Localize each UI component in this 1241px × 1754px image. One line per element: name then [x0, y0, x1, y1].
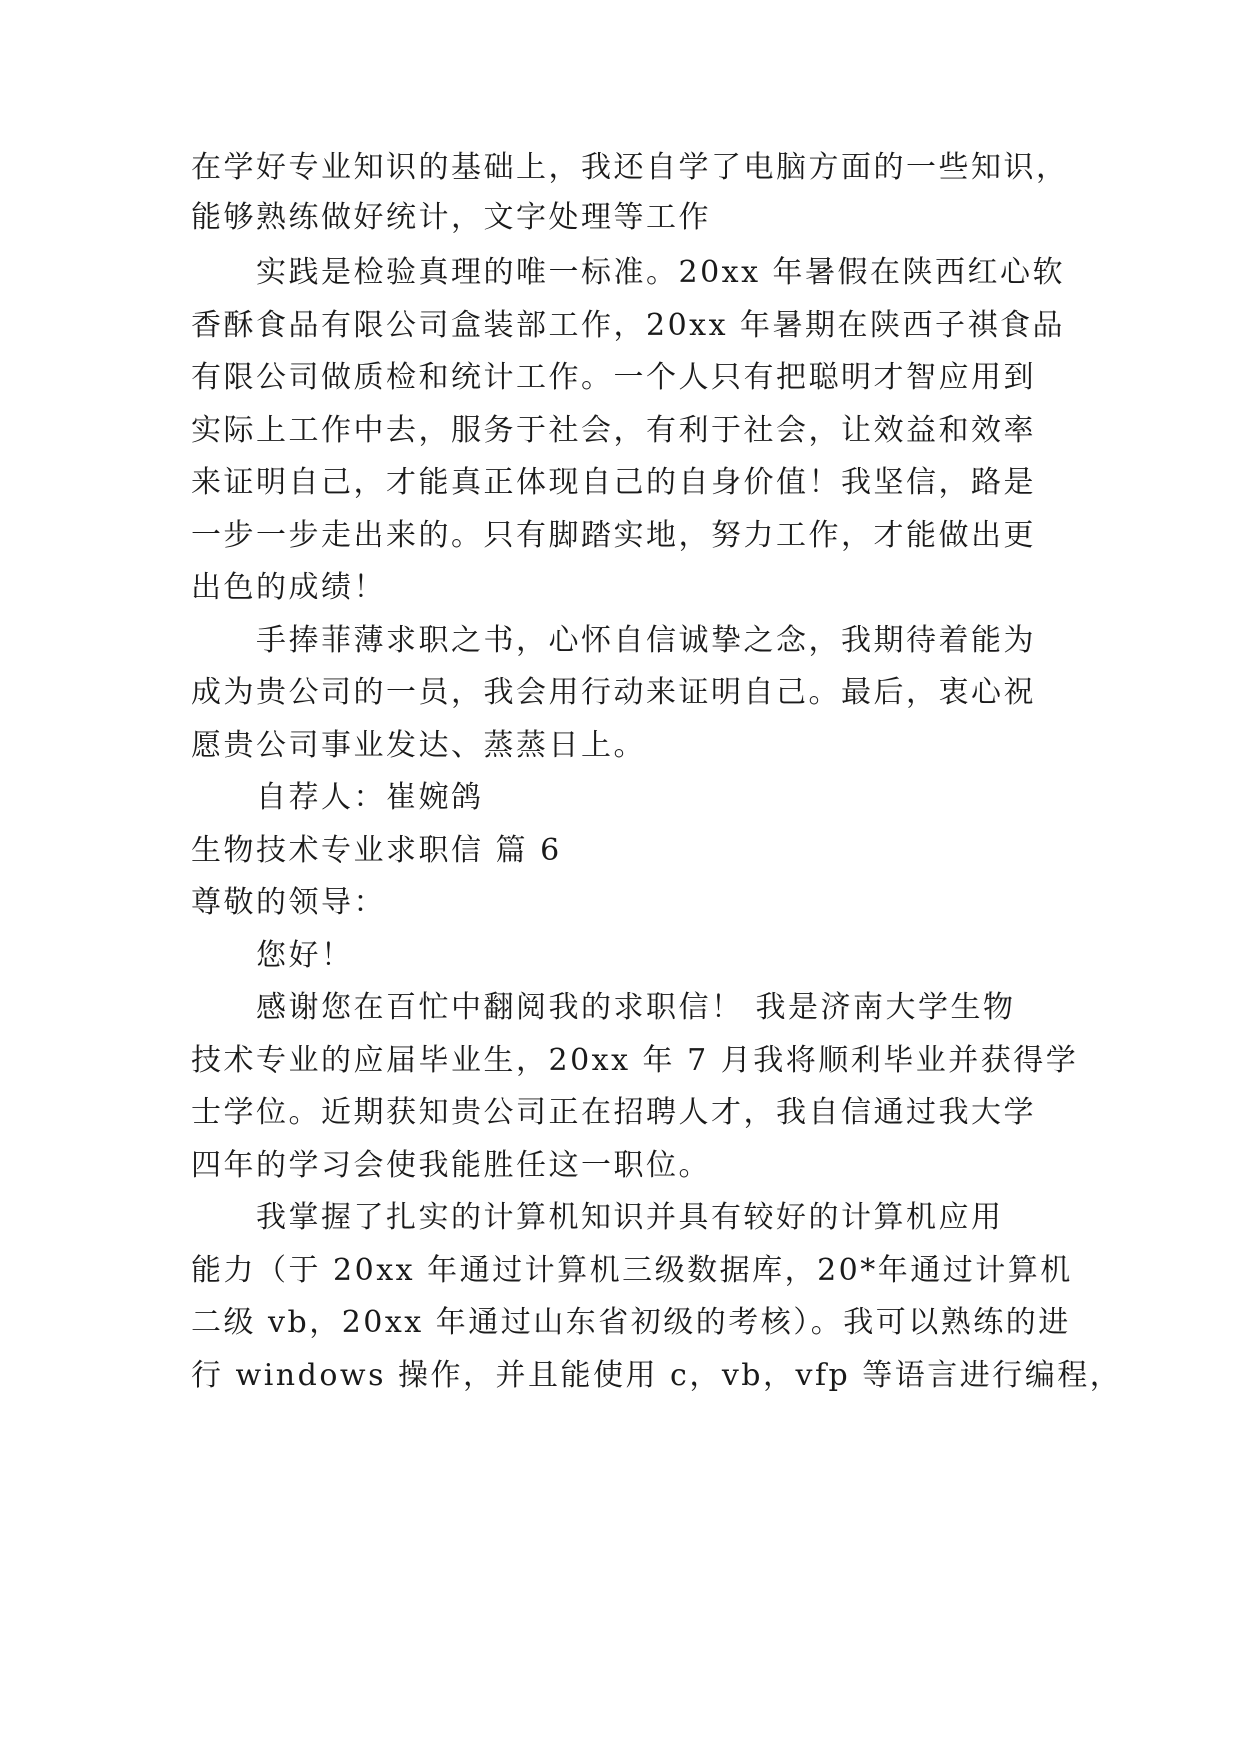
paragraph-skills-line-1: 我掌握了扎实的计算机知识并具有较好的计算机应用 [256, 1200, 1004, 1235]
signature-line: 自荐人：崔婉鸽 [256, 780, 484, 815]
salutation: 尊敬的领导： [191, 885, 386, 920]
paragraph-closing-line-2: 成为贵公司的一员，我会用行动来证明自己。最后，衷心祝 [191, 675, 1036, 710]
paragraph-practice-line-4: 实际上工作中去，服务于社会，有利于社会，让效益和效率 [191, 413, 1036, 448]
paragraph-skills-line-4: 行 windows 操作，并且能使用 c，vb，vfp 等语言进行编程， [191, 1358, 1123, 1393]
paragraph-intro-line-3: 士学位。近期获知贵公司正在招聘人才，我自信通过我大学 [191, 1095, 1036, 1130]
paragraph-intro-line-2: 技术专业的应届毕业生，20xx 年 7 月我将顺利毕业并获得学 [191, 1043, 1079, 1078]
paragraph-practice-line-5: 来证明自己，才能真正体现自己的自身价值！我坚信，路是 [191, 465, 1036, 500]
paragraph-intro-line-1: 感谢您在百忙中翻阅我的求职信！ 我是济南大学生物 [256, 990, 1016, 1025]
paragraph-skills-line-3: 二级 vb，20xx 年通过山东省初级的考核）。我可以熟练的进 [191, 1305, 1071, 1340]
paragraph-practice-line-2: 香酥食品有限公司盒装部工作，20xx 年暑期在陕西子祺食品 [191, 308, 1066, 343]
paragraph-practice-line-6: 一步一步走出来的。只有脚踏实地，努力工作，才能做出更 [191, 518, 1036, 553]
paragraph-closing-line-3: 愿贵公司事业发达、蒸蒸日上。 [191, 728, 646, 763]
paragraph-skills-line-2: 能力（于 20xx 年通过计算机三级数据库，20*年通过计算机 [191, 1253, 1073, 1288]
greeting: 您好！ [256, 938, 354, 973]
paragraph-intro-line-4: 四年的学习会使我能胜任这一职位。 [191, 1148, 711, 1183]
section-heading: 生物技术专业求职信 篇 6 [191, 833, 562, 868]
text-line-1: 在学好专业知识的基础上，我还自学了电脑方面的一些知识， [191, 150, 1069, 185]
paragraph-closing-line-1: 手捧菲薄求职之书，心怀自信诚挚之念，我期待着能为 [256, 623, 1036, 658]
paragraph-practice-line-3: 有限公司做质检和统计工作。一个人只有把聪明才智应用到 [191, 360, 1036, 395]
text-line-2: 能够熟练做好统计，文字处理等工作 [191, 200, 711, 235]
paragraph-practice-line-7: 出色的成绩！ [191, 570, 386, 605]
paragraph-practice-line-1: 实践是检验真理的唯一标准。20xx 年暑假在陕西红心软 [256, 255, 1066, 290]
